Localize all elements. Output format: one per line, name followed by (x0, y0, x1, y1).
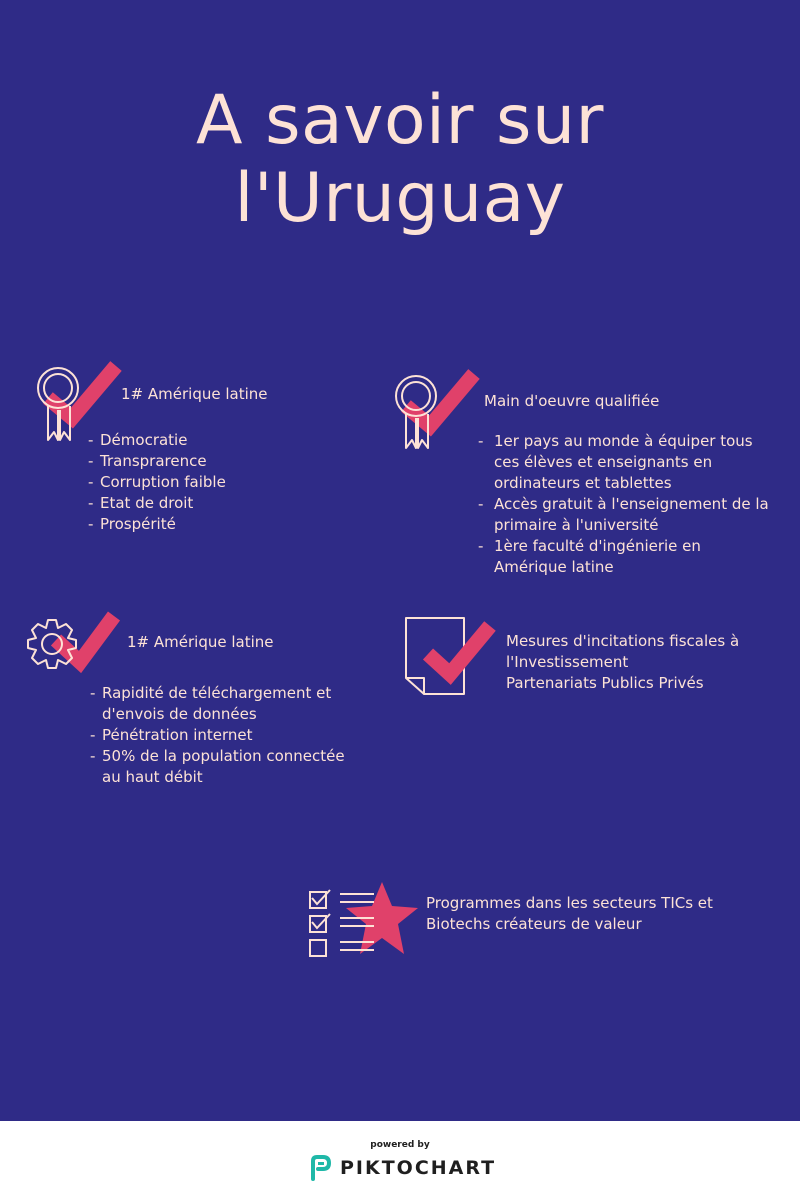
list-item: - Etat de droit (88, 493, 348, 514)
section-4-line-1: Mesures d'incitations fiscales à l'Investissement (506, 632, 740, 671)
list-item: - Transprarence (88, 451, 348, 472)
list-item: - Démocratie (88, 430, 348, 451)
award-ribbon-icon (388, 368, 480, 454)
title-line-1: A savoir sur (195, 80, 605, 160)
section-2-heading: Main d'oeuvre qualifiée (484, 392, 660, 410)
section-4-line-2: Partenariats Publics Privés (506, 674, 704, 692)
list-item: - 1ère faculté d'ingénierie en Amérique latine (478, 536, 778, 578)
gear-icon (22, 608, 122, 684)
list-item: - Pénétration internet (90, 725, 352, 746)
piktochart-brand-link[interactable] (310, 1154, 496, 1182)
title-line-2: l'Uruguay (234, 158, 566, 238)
document-check-icon (402, 614, 498, 698)
section-1-list (88, 430, 348, 535)
section-1-heading: 1# Amérique latine (121, 385, 268, 403)
list-item: - 1er pays au monde à équiper tous ces élèves et enseignants en ordinateurs et tablettes (478, 431, 778, 494)
section-3-list (90, 683, 352, 788)
list-item: - Prospérité (88, 514, 348, 535)
list-item: - Rapidité de téléchargement et d'envois de données (90, 683, 352, 725)
piktochart-wordmark: PIKTOCHART (340, 1157, 497, 1179)
checklist-star-icon (306, 880, 422, 962)
list-item: - Corruption faible (88, 472, 348, 493)
list-item: - 50% de la population connectée au haut débit (90, 746, 352, 788)
section-5-text: Programmes dans les secteurs TICs et Biotechs créateurs de valeur (426, 894, 713, 933)
page-title (0, 82, 800, 238)
list-item: - Accès gratuit à l'enseignement de la primaire à l'université (478, 494, 778, 536)
section-2-list (478, 431, 778, 578)
section-4-text (506, 631, 766, 694)
piktochart-logo-icon (310, 1155, 332, 1181)
section-3-heading: 1# Amérique latine (127, 633, 274, 651)
powered-by-label: powered by (370, 1140, 430, 1150)
